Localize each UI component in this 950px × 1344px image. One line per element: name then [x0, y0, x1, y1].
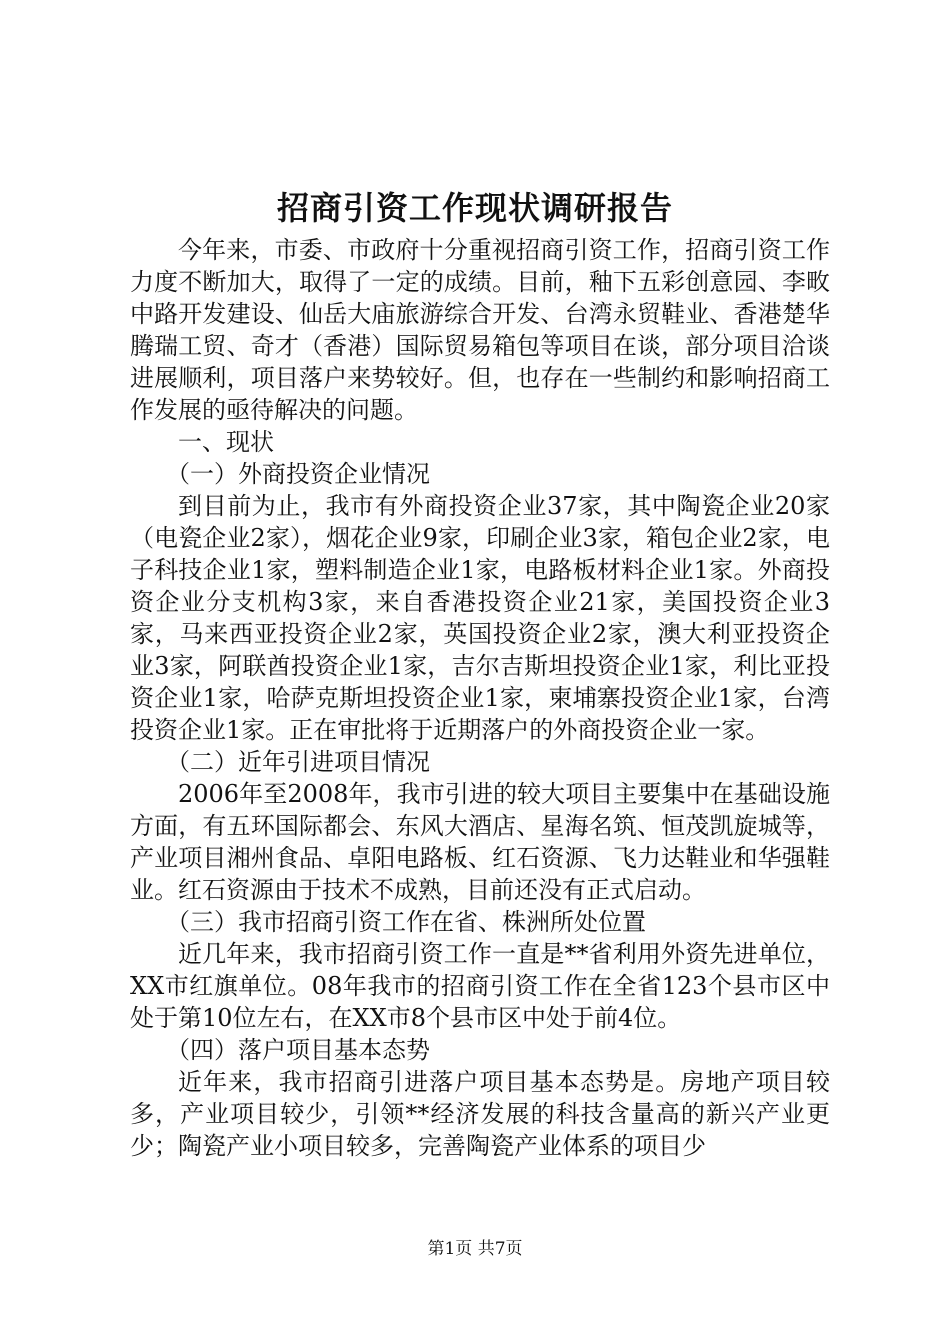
subheading-recent-projects: （二）近年引进项目情况	[166, 748, 430, 776]
subheading-foreign-enterprises: （一）外商投资企业情况	[166, 460, 430, 488]
paragraph-position: 近几年来，我市招商引资工作一直是**省利用外资先进单位，XX市红旗单位。08年我市的招商引资工作在全省123个县市区中处于第10位左右，在XX市8个县市区中处于前4位。	[130, 940, 830, 1032]
paragraph-foreign-enterprises: 到目前为止，我市有外商投资企业37家，其中陶瓷企业20家（电瓷企业2家），烟花企业9家，印刷企业3家，箱包企业2家，电子科技企业1家，塑料制造企业1家，电路板材料企业1家。外商投资企业分支机构3家，来自香港投资企业21家，美国投资企业3家，马来西亚投资企业2家，英国投资企业2家，澳大利亚投资企业3家，阿联酋投资企业1家，吉尔吉斯坦投资企业1家，利比亚投资企业1家，哈萨克斯坦投资企业1家，柬埔寨投资企业1家，台湾投资企业1家。正在审批将于近期落户的外商投资企业一家。	[130, 492, 830, 744]
paragraph-project-status: 近年来，我市招商引进落户项目基本态势是。房地产项目较多，产业项目较少，引领**经济发展的科技含量高的新兴产业更少；陶瓷产业小项目较多，完善陶瓷产业体系的项目少	[130, 1068, 830, 1160]
subheading-position: （三）我市招商引资工作在省、株洲所处位置	[166, 908, 646, 936]
paragraph-recent-projects: 2006年至2008年，我市引进的较大项目主要集中在基础设施方面，有五环国际都会、东风大酒店、星海名筑、恒茂凯旋城等，产业项目湘州食品、卓阳电路板、红石资源、飞力达鞋业和华强鞋业。红石资源由于技术不成熟，目前还没有正式启动。	[130, 780, 830, 904]
intro-paragraph: 今年来，市委、市政府十分重视招商引资工作，招商引资工作力度不断加大，取得了一定的成绩。目前，釉下五彩创意园、李畋中路开发建设、仙岳大庙旅游综合开发、台湾永贸鞋业、香港楚华腾瑞工贸、奇才（香港）国际贸易箱包等项目在谈，部分项目洽谈进展顺利，项目落户来势较好。但，也存在一些制约和影响招商工作发展的亟待解决的问题。	[130, 236, 830, 424]
document-title: 招商引资工作现状调研报告	[276, 189, 673, 227]
section-heading-current-status: 一、现状	[178, 428, 274, 456]
document-body	[130, 234, 830, 1162]
page-footer: 第1页 共7页	[427, 1239, 523, 1259]
subheading-project-status: （四）落户项目基本态势	[166, 1036, 430, 1064]
